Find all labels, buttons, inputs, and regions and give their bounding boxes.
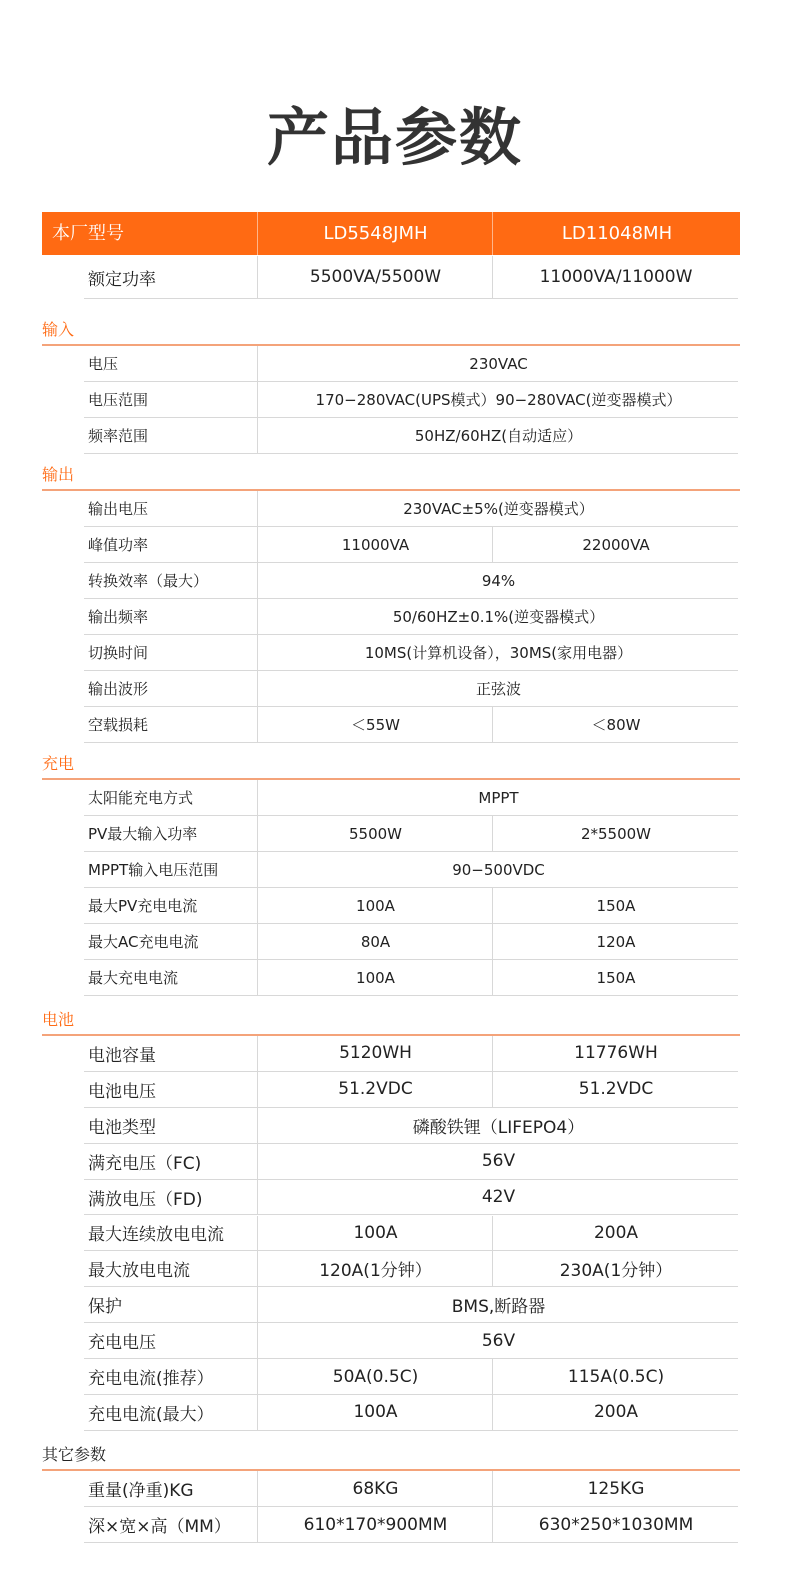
spec-value-model2: 51.2VDC <box>492 1072 739 1107</box>
spec-value: 230VAC±5%(逆变器模式） <box>257 491 739 526</box>
spec-label: PV最大输入功率 <box>88 825 198 843</box>
spec-value-model1: 5500W <box>257 816 493 851</box>
spec-row <box>84 1036 738 1072</box>
section-other <box>42 1435 740 1471</box>
spec-value: 56V <box>257 1144 739 1179</box>
spec-label: 最大AC充电电流 <box>88 933 199 951</box>
spec-value-model2: 120A <box>492 924 739 959</box>
spec-label: 满放电压（FD) <box>88 1189 203 1210</box>
spec-value: 42V <box>257 1180 739 1215</box>
spec-value-model2: 150A <box>492 888 739 923</box>
spec-label: 最大连续放电电流 <box>88 1225 224 1246</box>
spec-row <box>84 1323 738 1359</box>
spec-value-model2: 115A(0.5C) <box>492 1359 739 1394</box>
spec-row <box>84 780 738 816</box>
spec-value: 50/60HZ±0.1%(逆变器模式） <box>257 599 739 634</box>
spec-value-model1: 80A <box>257 924 493 959</box>
spec-label: 切换时间 <box>88 644 149 662</box>
spec-value-model2: 11000VA/11000W <box>492 256 739 298</box>
model-1: LD5548JMH <box>257 212 493 255</box>
spec-row <box>84 599 738 635</box>
section-title: 电池 <box>42 1010 75 1029</box>
section-title: 输入 <box>42 320 75 339</box>
page-title: 产品参数 <box>266 101 523 174</box>
spec-label: 充电电压 <box>88 1333 156 1354</box>
spec-label: 电池容量 <box>88 1045 156 1066</box>
spec-row <box>84 1507 738 1543</box>
spec-label: 输出频率 <box>88 608 149 626</box>
spec-value: 56V <box>257 1323 739 1358</box>
spec-label: 电压 <box>88 355 119 373</box>
spec-row <box>84 382 738 418</box>
spec-row <box>84 346 738 382</box>
spec-row <box>84 418 738 454</box>
spec-row <box>84 1144 738 1180</box>
spec-value-model2: 2*5500W <box>492 816 739 851</box>
spec-value-model2: 200A <box>492 1395 739 1430</box>
section-title: 输出 <box>42 465 75 484</box>
spec-value-model1: 100A <box>257 1395 493 1430</box>
spec-value: 94% <box>257 563 739 598</box>
spec-row <box>84 1395 738 1431</box>
spec-label: 输出波形 <box>88 680 149 698</box>
spec-label: 转换效率（最大） <box>88 572 209 590</box>
model-header-row <box>42 212 740 255</box>
section-input <box>42 310 740 346</box>
spec-label: 太阳能充电方式 <box>88 789 194 807</box>
section-output <box>42 455 740 491</box>
spec-label: 深×宽×高（MM） <box>88 1517 231 1537</box>
spec-label: 最大充电电流 <box>88 969 179 987</box>
spec-row <box>84 527 738 563</box>
spec-value-model1: 100A <box>257 888 493 923</box>
spec-value-model1: 120A(1分钟） <box>257 1251 493 1286</box>
spec-value-model2: 11776WH <box>492 1036 739 1071</box>
spec-label: 频率范围 <box>88 427 149 445</box>
spec-value-model1: 100A <box>257 960 493 995</box>
spec-row <box>84 563 738 599</box>
spec-value: BMS,断路器 <box>257 1287 739 1322</box>
spec-value-model1: ＜55W <box>257 707 493 742</box>
spec-label: 输出电压 <box>88 500 149 518</box>
spec-label: MPPT输入电压范围 <box>88 861 219 879</box>
section-title: 其它参数 <box>42 1445 107 1464</box>
spec-label: 最大放电电流 <box>88 1261 190 1282</box>
spec-label: 电池类型 <box>88 1117 156 1138</box>
spec-label: 空载损耗 <box>88 716 149 734</box>
spec-value-model1: 610*170*900MM <box>257 1507 493 1542</box>
spec-label: 最大PV充电电流 <box>88 897 198 915</box>
spec-row <box>84 960 738 996</box>
spec-value-model1: 68KG <box>257 1471 493 1506</box>
spec-row <box>84 816 738 852</box>
spec-value-model2: 150A <box>492 960 739 995</box>
spec-label: 重量(净重)KG <box>88 1481 194 1501</box>
spec-value-model1: 100A <box>257 1216 493 1251</box>
spec-value-model1: 11000VA <box>257 527 493 562</box>
spec-value-model1: 51.2VDC <box>257 1072 493 1107</box>
spec-value-model1: 5120WH <box>257 1036 493 1071</box>
section-charge <box>42 745 740 780</box>
spec-row <box>84 1471 738 1507</box>
spec-value-model2: 630*250*1030MM <box>492 1507 739 1542</box>
spec-label: 保护 <box>88 1297 122 1318</box>
spec-value: 230VAC <box>257 346 739 381</box>
spec-row <box>84 1180 738 1216</box>
spec-row <box>84 1287 738 1323</box>
spec-row <box>84 1251 738 1287</box>
spec-value-model2: 230A(1分钟） <box>492 1251 739 1286</box>
spec-row <box>84 852 738 888</box>
model-label: 本厂型号 <box>52 223 124 244</box>
spec-value: MPPT <box>257 780 739 815</box>
spec-row <box>84 924 738 960</box>
spec-row <box>84 888 738 924</box>
spec-row <box>84 1359 738 1395</box>
spec-value: 170−280VAC(UPS模式）90−280VAC(逆变器模式） <box>257 382 739 417</box>
spec-row <box>84 1108 738 1144</box>
spec-label: 充电电流(推荐） <box>88 1369 214 1390</box>
spec-label: 电池电压 <box>88 1081 156 1102</box>
spec-value-model1: 50A(0.5C) <box>257 1359 493 1394</box>
spec-label: 满充电压（FC) <box>88 1153 202 1174</box>
spec-row <box>84 491 738 527</box>
rated-power-row <box>84 256 738 299</box>
spec-label: 充电电流(最大） <box>88 1404 214 1425</box>
spec-value: 正弦波 <box>257 671 739 706</box>
section-title: 充电 <box>42 754 75 773</box>
spec-value: 10MS(计算机设备），30MS(家用电器） <box>257 635 739 670</box>
spec-value-model2: ＜80W <box>492 707 739 742</box>
spec-row <box>84 1072 738 1108</box>
spec-row <box>84 635 738 671</box>
spec-value: 90−500VDC <box>257 852 739 887</box>
spec-row <box>84 671 738 707</box>
spec-label: 额定功率 <box>88 269 156 290</box>
spec-value-model2: 125KG <box>492 1471 739 1506</box>
spec-value-model2: 200A <box>492 1216 739 1251</box>
model-2: LD11048MH <box>492 212 741 255</box>
spec-value: 50HZ/60HZ(自动适应） <box>257 418 739 453</box>
spec-value-model1: 5500VA/5500W <box>257 256 493 298</box>
section-battery <box>42 1000 740 1036</box>
spec-label: 电压范围 <box>88 391 149 409</box>
spec-value-model2: 22000VA <box>492 527 739 562</box>
spec-row <box>84 707 738 743</box>
spec-value: 磷酸铁锂（LIFEPO4） <box>257 1108 739 1143</box>
spec-row <box>84 1216 738 1252</box>
spec-label: 峰值功率 <box>88 536 149 554</box>
